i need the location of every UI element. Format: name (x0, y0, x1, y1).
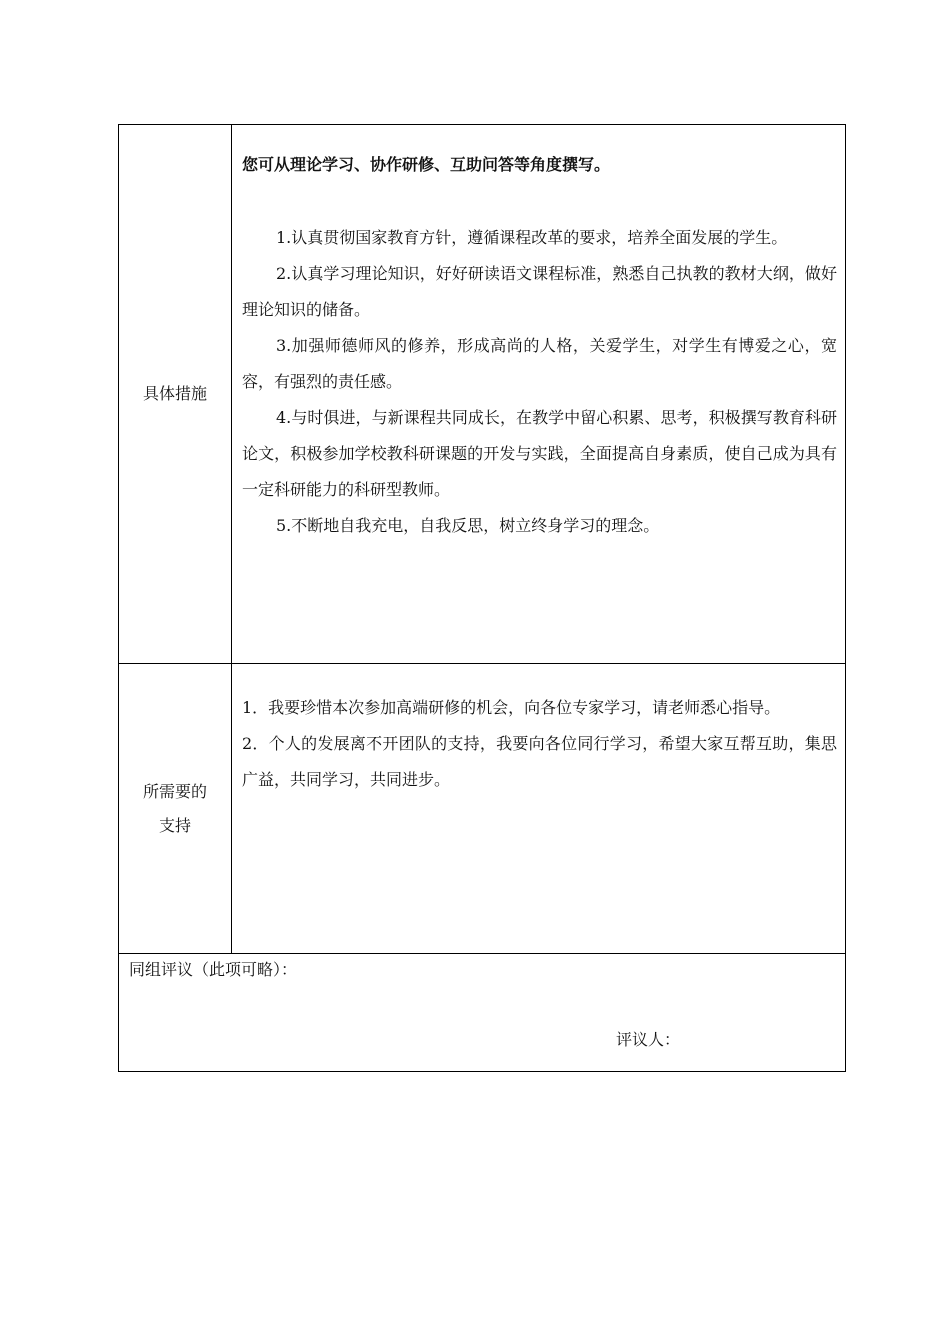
measures-row (119, 125, 845, 664)
measure-item: 5.不断地自我充电，自我反思，树立终身学习的理念。 (276, 516, 660, 535)
measure-item: 3.加强师德师风的修养，形成高尚的人格，关爱学生，对学生有博爱之心，宽容，有强烈的责任感。 (242, 336, 837, 391)
support-item: 1．我要珍惜本次参加高端研修的机会，向各位专家学习，请老师悉心指导。 (242, 698, 781, 717)
measures-content (232, 125, 845, 663)
support-item: 2．个人的发展离不开团队的支持，我要向各位同行学习，希望大家互帮互助，集思广益，共同学习，共同进步。 (242, 734, 837, 789)
peer-review-label: 同组评议（此项可略）： (129, 960, 298, 979)
support-content (232, 664, 845, 953)
plan-form-table (118, 124, 846, 1072)
support-row (119, 664, 845, 954)
measure-item: 4.与时俱进，与新课程共同成长，在教学中留心积累、思考，积极撰写教育科研论文，积极参加学校教科研课题的开发与实践，全面提高自身素质，使自己成为具有一定科研能力的科研型教师。 (242, 408, 837, 499)
support-label-line1: 所需要的 (142, 781, 207, 801)
measure-item: 1.认真贯彻国家教育方针，遵循课程改革的要求，培养全面发展的学生。 (276, 228, 788, 247)
measures-hint: 您可从理论学习、协作研修、互助问答等角度撰写。 (242, 155, 611, 174)
support-label (119, 664, 232, 953)
reviewer-label: 评议人： (616, 1030, 681, 1049)
support-label-line2: 支持 (158, 815, 191, 835)
support-list (242, 690, 837, 798)
review-row (119, 954, 845, 1071)
measure-item: 2.认真学习理论知识，好好研读语文课程标准，熟悉自己执教的教材大纲，做好理论知识的储备。 (242, 264, 837, 319)
measures-label: 具体措施 (119, 125, 232, 663)
measures-list (242, 220, 837, 544)
